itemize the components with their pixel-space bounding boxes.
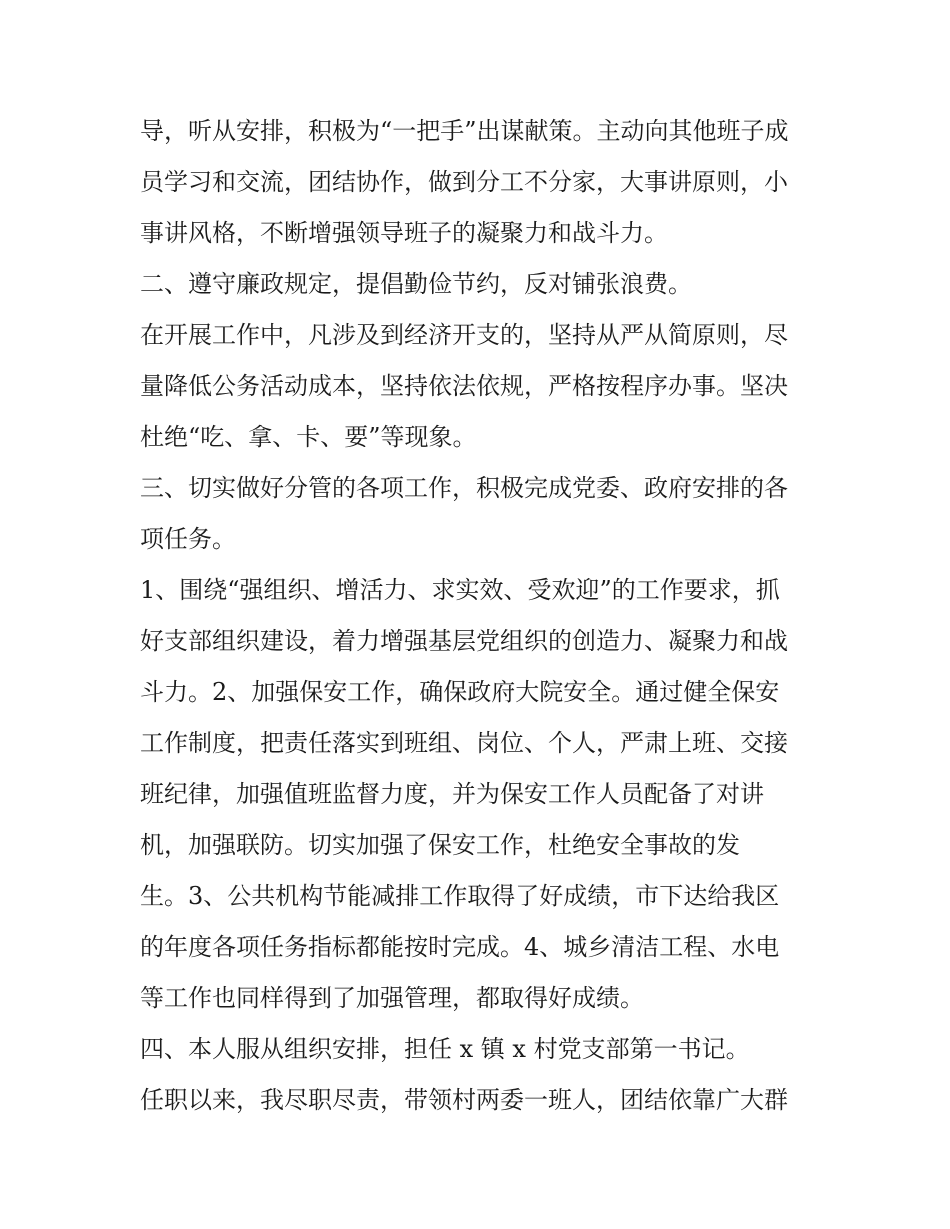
text-line: 事讲风格，不断增强领导班子的凝聚力和战斗力。 bbox=[140, 219, 668, 247]
section-heading: 二、遵守廉政规定，提倡勤俭节约，反对铺张浪费。 bbox=[140, 270, 692, 298]
text-line: 导，听从安排，积极为“一把手”出谋献策。主动向其他班子成 bbox=[140, 117, 789, 145]
text-line: 等工作也同样得到了加强管理，都取得好成绩。 bbox=[140, 984, 644, 1012]
text-line: 的年度各项任务指标都能按时完成。4、城乡清洁工程、水电 bbox=[140, 933, 780, 961]
text-line: 杜绝“吃、拿、卡、要”等现象。 bbox=[140, 423, 477, 451]
text-line: 生。3、公共机构节能减排工作取得了好成绩，市下达给我区 bbox=[140, 882, 780, 910]
section-heading: 项任务。 bbox=[140, 525, 236, 553]
text-line: 任职以来，我尽职尽责，带领村两委一班人，团结依靠广大群 bbox=[140, 1086, 788, 1114]
text-line: 在开展工作中，凡涉及到经济开支的，坚持从严从简原则，尽 bbox=[140, 321, 788, 349]
section-heading: 三、切实做好分管的各项工作，积极完成党委、政府安排的各 bbox=[140, 474, 788, 502]
text-line: 工作制度，把责任落实到班组、岗位、个人，严肃上班、交接 bbox=[140, 729, 788, 757]
text-line: 班纪律，加强值班监督力度，并为保安工作人员配备了对讲 bbox=[140, 780, 764, 808]
text-line: 机，加强联防。切实加强了保安工作，杜绝安全事故的发 bbox=[140, 831, 740, 859]
text-line: 好支部组织建设，着力增强基层党组织的创造力、凝聚力和战 bbox=[140, 627, 788, 655]
text-line: 斗力。2、加强保安工作，确保政府大院安全。通过健全保安 bbox=[140, 678, 780, 706]
section-heading: 四、本人服从组织安排，担任 x 镇 x 村党支部第一书记。 bbox=[140, 1035, 750, 1063]
text-line: 员学习和交流，团结协作，做到分工不分家，大事讲原则，小 bbox=[140, 168, 788, 196]
text-line: 1、围绕“强组织、增活力、求实效、受欢迎”的工作要求，抓 bbox=[140, 576, 780, 604]
document-body bbox=[140, 106, 820, 1126]
text-line: 量降低公务活动成本，坚持依法依规，严格按程序办事。坚决 bbox=[140, 372, 788, 400]
